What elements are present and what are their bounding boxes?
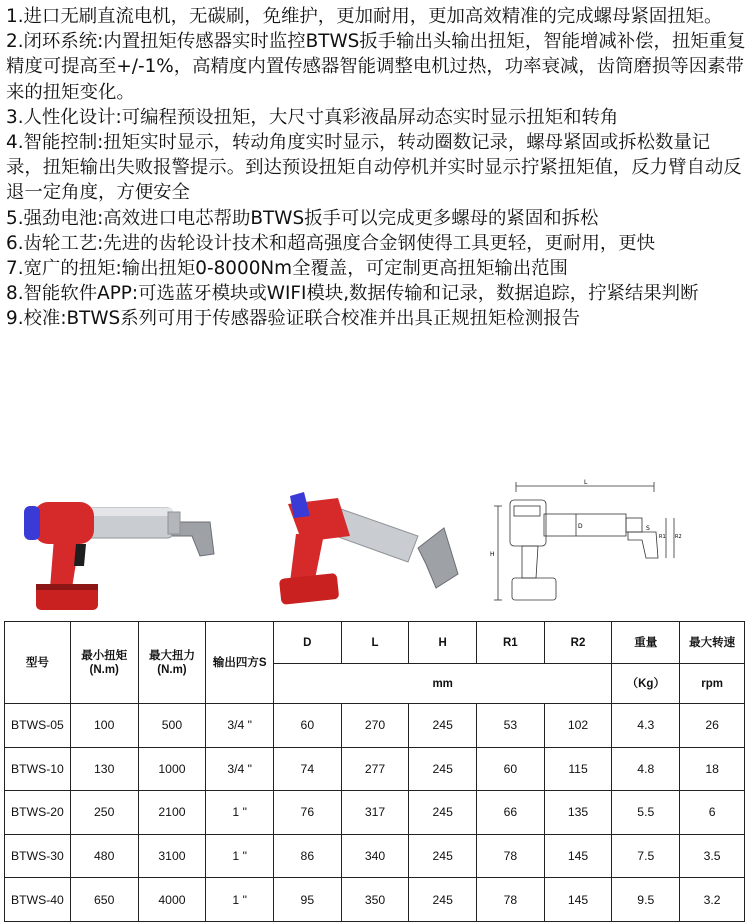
cell-r2: 145 xyxy=(544,878,612,922)
cell-d: 76 xyxy=(274,791,342,835)
cell-r1: 53 xyxy=(477,704,545,748)
spec-table xyxy=(4,621,745,922)
cell-min-torque: 130 xyxy=(70,747,138,791)
feature-item: 4.智能控制:扭矩实时显示，转动角度实时显示，转动圈数记录，螺母紧固或拆松数量记录，扭矩输出失败报警提示。到达预设扭矩自动停机并实时显示拧紧扭矩值，反力臂自动反退一定角度，方便安全 xyxy=(6,132,742,204)
cell-h: 245 xyxy=(409,791,477,835)
cell-r2: 115 xyxy=(544,747,612,791)
cell-max-torque: 3100 xyxy=(138,834,206,878)
cell-h: 245 xyxy=(409,834,477,878)
cell-r2: 135 xyxy=(544,791,612,835)
cell-model: BTWS-40 xyxy=(5,878,71,922)
cell-square-drive: 1 " xyxy=(206,791,274,835)
cell-model: BTWS-10 xyxy=(5,747,71,791)
feature-item: 7.宽广的扭矩:输出扭矩0-8000Nm全覆盖，可定制更高扭矩输出范围 xyxy=(6,258,568,280)
header-r1: R1 xyxy=(477,622,545,664)
header-max-torque: 最大扭力 (N.m) xyxy=(138,622,206,704)
cell-min-torque: 650 xyxy=(70,878,138,922)
cell-d: 60 xyxy=(274,704,342,748)
cell-square-drive: 3/4 " xyxy=(206,704,274,748)
cell-l: 350 xyxy=(341,878,409,922)
cell-r1: 66 xyxy=(477,791,545,835)
table-row xyxy=(5,704,745,748)
cell-d: 86 xyxy=(274,834,342,878)
cell-r2: 145 xyxy=(544,834,612,878)
cell-max-torque: 500 xyxy=(138,704,206,748)
cell-square-drive: 1 " xyxy=(206,834,274,878)
cell-model: BTWS-05 xyxy=(5,704,71,748)
feature-item: 2.闭环系统:内置扭矩传感器实时监控BTWS扳手输出头输出扭矩，智能增减补偿，扭矩重复精度可提高至+/-1%，高精度内置传感器智能调整电机过热，功率衰减，齿筒磨损等因素带来的扭矩变化。 xyxy=(6,31,746,103)
cell-d: 95 xyxy=(274,878,342,922)
cell-d: 74 xyxy=(274,747,342,791)
feature-item: 8.智能软件APP:可选蓝牙模块或WIFI模块,数据传输和记录，数据追踪，拧紧结果判断 xyxy=(6,283,699,305)
cell-min-torque: 100 xyxy=(70,704,138,748)
unit-kg: （Kg） xyxy=(612,664,680,704)
feature-list xyxy=(6,4,746,332)
cell-h: 245 xyxy=(409,747,477,791)
cell-weight: 5.5 xyxy=(612,791,680,835)
table-row xyxy=(5,747,745,791)
unit-rpm: rpm xyxy=(680,664,745,704)
feature-item: 6.齿轮工艺:先进的齿轮设计技术和超高强度合金钢使得工具更轻，更耐用，更快 xyxy=(6,232,656,254)
unit-mm: mm xyxy=(274,664,612,704)
header-min-torque: 最小扭矩 (N.m) xyxy=(70,622,138,704)
cell-speed: 3.5 xyxy=(680,834,745,878)
product-images xyxy=(0,478,750,613)
cell-l: 277 xyxy=(341,747,409,791)
dim-label-r1: R1 xyxy=(659,534,666,540)
feature-item: 9.校准:BTWS系列可用于传感器验证联合校准并出具正规扭矩检测报告 xyxy=(6,308,580,330)
cell-h: 245 xyxy=(409,878,477,922)
cell-weight: 9.5 xyxy=(612,878,680,922)
cell-max-torque: 2100 xyxy=(138,791,206,835)
cell-square-drive: 3/4 " xyxy=(206,747,274,791)
dim-label-s: S xyxy=(646,525,650,532)
cell-speed: 6 xyxy=(680,791,745,835)
cell-speed: 3.2 xyxy=(680,878,745,922)
header-r2: R2 xyxy=(544,622,612,664)
header-h: H xyxy=(409,622,477,664)
cell-square-drive: 1 " xyxy=(206,878,274,922)
header-weight: 重量 xyxy=(612,622,680,664)
cell-h: 245 xyxy=(409,704,477,748)
dim-label-d: D xyxy=(578,523,583,530)
cell-l: 270 xyxy=(341,704,409,748)
cell-l: 317 xyxy=(341,791,409,835)
header-l: L xyxy=(341,622,409,664)
cell-speed: 26 xyxy=(680,704,745,748)
cell-r1: 78 xyxy=(477,834,545,878)
table-row xyxy=(5,791,745,835)
header-square-drive: 输出四方S xyxy=(206,622,274,704)
dim-label-r2: R2 xyxy=(675,534,682,540)
feature-item: 3.人性化设计:可编程预设扭矩，大尺寸真彩液晶屏动态实时显示扭矩和转角 xyxy=(6,106,619,128)
wrench-side-view-image xyxy=(14,488,224,616)
cell-max-torque: 4000 xyxy=(138,878,206,922)
cell-min-torque: 480 xyxy=(70,834,138,878)
table-header-row xyxy=(5,622,745,664)
header-model: 型号 xyxy=(5,622,71,704)
dim-label-l: L xyxy=(584,479,588,486)
dim-label-h: H xyxy=(490,551,495,558)
cell-max-torque: 1000 xyxy=(138,747,206,791)
feature-item: 5.强劲电池:高效进口电芯帮助BTWS扳手可以完成更多螺母的紧固和拆松 xyxy=(6,207,599,229)
feature-item: 1.进口无刷直流电机，无碳刷，免维护，更加耐用，更加高效精准的完成螺母紧固扭矩。 xyxy=(6,6,723,27)
cell-r2: 102 xyxy=(544,704,612,748)
cell-speed: 18 xyxy=(680,747,745,791)
cell-model: BTWS-30 xyxy=(5,834,71,878)
cell-weight: 7.5 xyxy=(612,834,680,878)
cell-r1: 60 xyxy=(477,747,545,791)
table-row xyxy=(5,834,745,878)
cell-weight: 4.8 xyxy=(612,747,680,791)
header-speed: 最大转速 xyxy=(680,622,745,664)
cell-min-torque: 250 xyxy=(70,791,138,835)
header-d: D xyxy=(274,622,342,664)
cell-l: 340 xyxy=(341,834,409,878)
table-row xyxy=(5,878,745,922)
cell-model: BTWS-20 xyxy=(5,791,71,835)
cell-r1: 78 xyxy=(477,878,545,922)
cell-weight: 4.3 xyxy=(612,704,680,748)
wrench-dimension-drawing xyxy=(486,478,686,613)
wrench-angled-view-image xyxy=(268,478,478,613)
